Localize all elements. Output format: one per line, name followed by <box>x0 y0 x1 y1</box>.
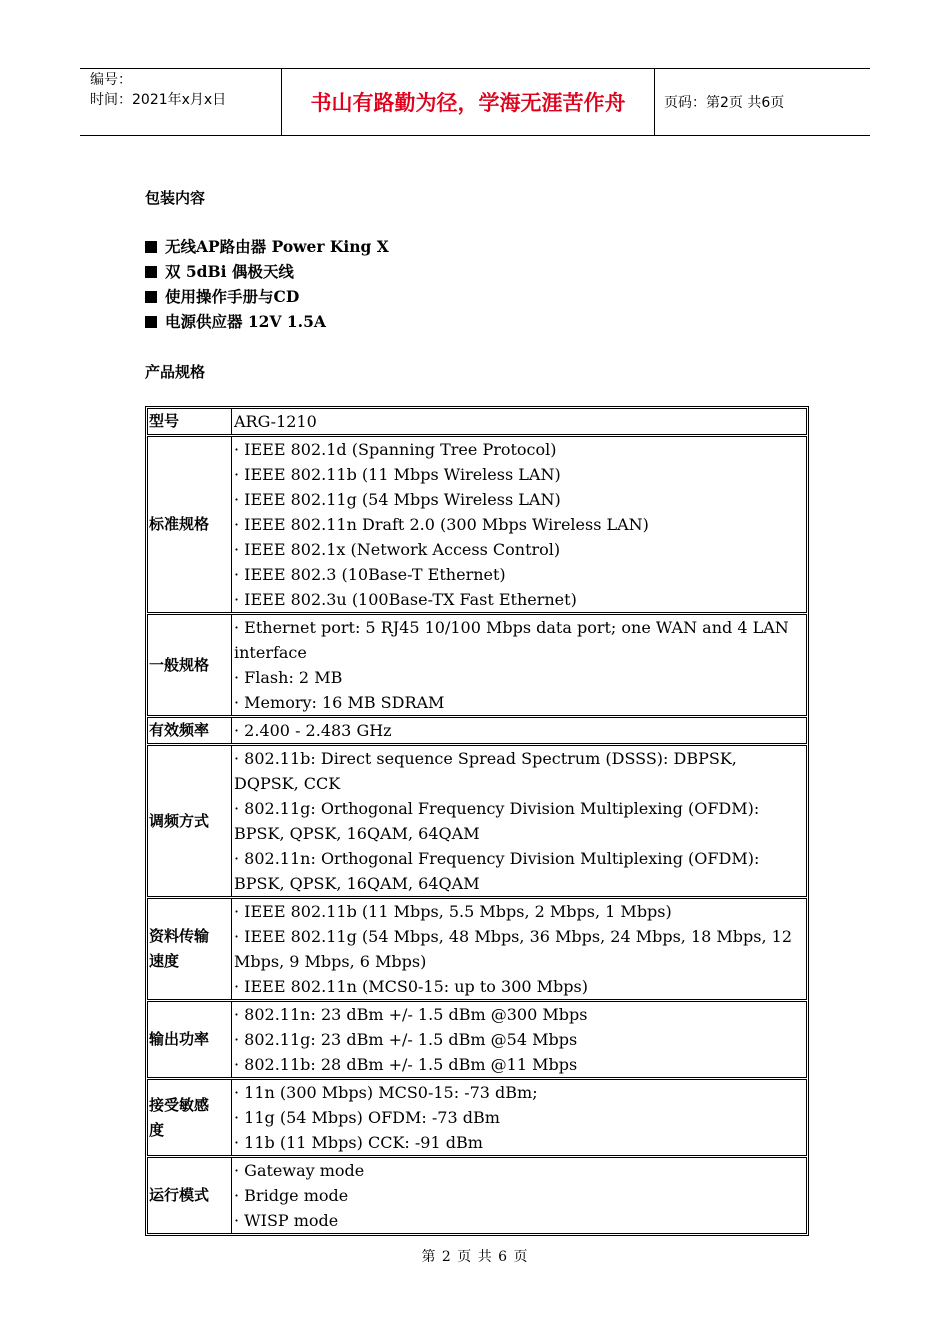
row-label: 输出功率 <box>148 1002 232 1077</box>
row-label: 型号 <box>148 409 232 434</box>
specs-title: 产品规格 <box>145 363 206 381</box>
row-label: 标准规格 <box>148 437 232 612</box>
table-row <box>147 408 807 435</box>
row-value: · 802.11b: Direct sequence Spread Spectrum (DSSS): DBPSK, DQPSK, CCK <box>234 749 737 793</box>
row-value: · IEEE 802.3u (100Base-TX Fast Ethernet) <box>234 590 577 609</box>
row-label: 运行模式 <box>148 1158 232 1233</box>
row-value: · 802.11g: 23 dBm +/- 1.5 dBm @54 Mbps <box>234 1030 578 1049</box>
document-number: 编号： <box>90 72 132 88</box>
row-value: · 802.11n: 23 dBm +/- 1.5 dBm @300 Mbps <box>234 1005 588 1024</box>
row-value: · 802.11g: Orthogonal Frequency Division Multiplexing (OFDM): BPSK, QPSK, 16QAM, 64QAM <box>234 799 760 843</box>
row-value: · Gateway mode <box>234 1161 365 1180</box>
row-value: ARG-1210 <box>234 412 317 431</box>
row-label: 一般规格 <box>148 615 232 715</box>
square-bullet-icon <box>145 266 157 278</box>
row-value: · IEEE 802.1d (Spanning Tree Protocol) <box>234 440 557 459</box>
row-value: · IEEE 802.1x (Network Access Control) <box>234 540 561 559</box>
table-row <box>147 436 807 613</box>
square-bullet-icon <box>145 241 157 253</box>
table-row <box>147 614 807 716</box>
square-bullet-icon <box>145 291 157 303</box>
header-divider <box>654 68 655 136</box>
row-value: · 11n (300 Mbps) MCS0-15: -73 dBm; <box>234 1083 538 1102</box>
row-value: · Ethernet port: 5 RJ45 10/100 Mbps data port; one WAN and 4 LAN interface <box>234 618 789 662</box>
row-label: 调频方式 <box>148 746 232 896</box>
spec-table <box>145 406 809 1236</box>
row-value: · IEEE 802.11n Draft 2.0 (300 Mbps Wireless LAN) <box>234 515 649 534</box>
square-bullet-icon <box>145 316 157 328</box>
row-value: · IEEE 802.11b (11 Mbps, 5.5 Mbps, 2 Mbps, 1 Mbps) <box>234 902 672 921</box>
header-meta <box>90 70 226 110</box>
row-value: · 11b (11 Mbps) CCK: -91 dBm <box>234 1133 483 1152</box>
table-row <box>147 1157 807 1234</box>
table-row <box>147 898 807 1000</box>
row-value: · WISP mode <box>234 1211 339 1230</box>
packaging-title: 包装内容 <box>145 189 206 207</box>
table-row <box>147 717 807 744</box>
table-row <box>147 1001 807 1078</box>
table-row <box>147 1079 807 1156</box>
table-row <box>147 745 807 897</box>
header-page-info: 页码：第2页 共6页 <box>664 95 785 111</box>
row-value: · 2.400 - 2.483 GHz <box>234 721 392 740</box>
row-value: · IEEE 802.11n (MCS0-15: up to 300 Mbps) <box>234 977 588 996</box>
list-item: 无线AP路由器 Power King X <box>145 234 389 259</box>
list-item: 双 5dBi 偶极天线 <box>145 259 389 284</box>
list-item: 使用操作手册与CD <box>145 284 389 309</box>
header-slogan: 书山有路勤为径，学海无涯苦作舟 <box>310 91 626 115</box>
row-value: · IEEE 802.11g (54 Mbps Wireless LAN) <box>234 490 561 509</box>
row-value: · 802.11b: 28 dBm +/- 1.5 dBm @11 Mbps <box>234 1055 578 1074</box>
page-footer: 第 2 页 共 6 页 <box>421 1249 529 1265</box>
row-value: · IEEE 802.11g (54 Mbps, 48 Mbps, 36 Mbps, 24 Mbps, 18 Mbps, 12 Mbps, 9 Mbps, 6 Mbps) <box>234 927 793 971</box>
packaging-list <box>145 234 389 334</box>
row-value: · IEEE 802.11b (11 Mbps Wireless LAN) <box>234 465 561 484</box>
row-value: · Memory: 16 MB SDRAM <box>234 693 445 712</box>
row-label: 接受敏感度 <box>148 1080 232 1155</box>
row-label: 有效频率 <box>148 718 232 743</box>
row-label: 资料传输速度 <box>148 899 232 999</box>
row-value: · 11g (54 Mbps) OFDM: -73 dBm <box>234 1108 500 1127</box>
row-value: · 802.11n: Orthogonal Frequency Division Multiplexing (OFDM): BPSK, QPSK, 16QAM, 64QAM <box>234 849 760 893</box>
list-item: 电源供应器 12V 1.5A <box>145 309 389 334</box>
row-value: · IEEE 802.3 (10Base-T Ethernet) <box>234 565 506 584</box>
row-value: · Bridge mode <box>234 1186 349 1205</box>
row-value: · Flash: 2 MB <box>234 668 343 687</box>
document-date: 时间：2021年x月x日 <box>90 92 227 108</box>
